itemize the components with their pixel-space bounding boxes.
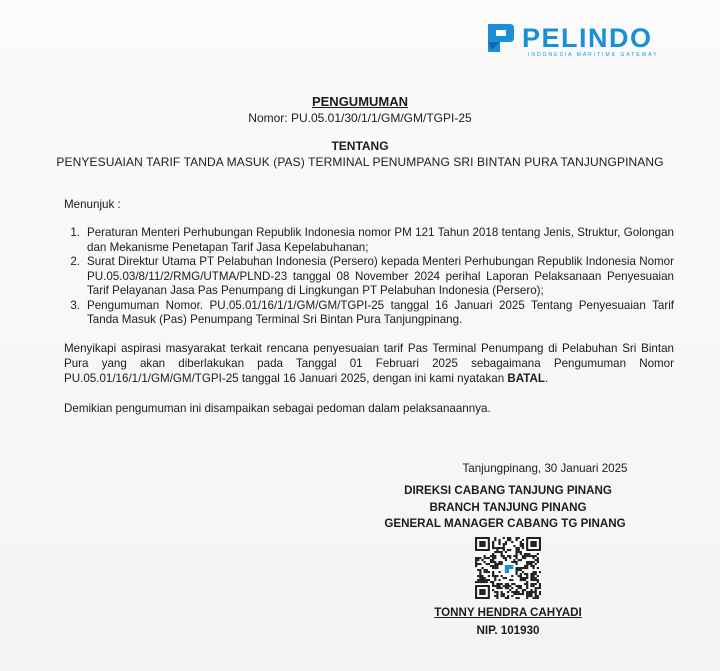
- main-paragraph: Menyikapi aspirasi masyarakat terkait rencana penyesuaian tarif Pas Terminal Penumpang di Pelabuhan Sri Bintan Pura yang akan diberlakukan pada Tanggal 01 Februari 2025 sebagaimana Pengumuman Nomor PU.05.01/16/1/1/GM/GM/TGPI-25 tanggal 16 Januari 2025, dengan ini kami nyatakan BATAL.: [64, 342, 674, 385]
- place-date: Tanjungpinang, 30 Januari 2025: [462, 462, 628, 475]
- list-item: 2. Surat Direktur Utama PT Pelabuhan Indonesia (Persero) kepada Menteri Perhubungan Republik Indonesia Nomor PU.05.03/8/11/2/RMG/UTMA/PLND-23 tanggal 08 November 2024 perihal Laporan Pelaksanaan Penyesuaian Tarif Pelayanan Jasa Pas Penumpang di Lingkungan PT Pelabuhan Indonesia (Persero);: [70, 255, 674, 297]
- list-item: 3. Pengumuman Nomor. PU.05.01/16/1/1/GM/GM/TGPI-25 tanggal 16 Januari 2025 Tentang Penyesuaian Tarif Tanda Masuk (Pas) Penumpang Terminal Sri Bintan Pura Tanjungpinang.: [70, 298, 674, 326]
- logo-wordmark: PELINDO: [522, 23, 653, 53]
- document-title: PENGUMUMAN: [311, 94, 409, 109]
- pelindo-logo-icon: [482, 20, 518, 56]
- signer-name: TONNY HENDRA CAHYADI: [434, 606, 582, 619]
- menunjuk-label: Menunjuk :: [64, 198, 121, 211]
- list-item: 1. Peraturan Menteri Perhubungan Republik Indonesia nomor PM 121 Tahun 2018 tentang Jenis, Struktur, Golongan dan Mekanisme Penetapan Tarif Jasa Kepelabuhanan;: [70, 226, 674, 254]
- qr-code-icon: [475, 537, 541, 599]
- signatory-org-line-3: GENERAL MANAGER CABANG TG PINANG: [384, 517, 626, 530]
- logo-tagline: INDONESIA MARITIME GATEWAY: [528, 52, 659, 58]
- signer-nip: NIP. 101930: [476, 624, 540, 637]
- closing-paragraph: Demikian pengumuman ini disampaikan sebagai pedoman dalam pelaksanaannya.: [64, 402, 491, 415]
- document-number: Nomor: PU.05.01/30/1/1/GM/GM/TGPI-25: [248, 111, 472, 125]
- document-subject: PENYESUAIAN TARIF TANDA MASUK (PAS) TERMINAL PENUMPANG SRI BINTAN PURA TANJUNGPINANG: [56, 155, 664, 169]
- pelindo-logo: [482, 20, 682, 62]
- reference-list: [64, 226, 674, 328]
- tentang-heading: TENTANG: [331, 139, 389, 153]
- signatory-org-line-1: DIREKSI CABANG TANJUNG PINANG: [404, 484, 612, 497]
- signatory-org-line-2: BRANCH TANJUNG PINANG: [429, 501, 587, 514]
- batal-emphasis: BATAL: [507, 372, 545, 385]
